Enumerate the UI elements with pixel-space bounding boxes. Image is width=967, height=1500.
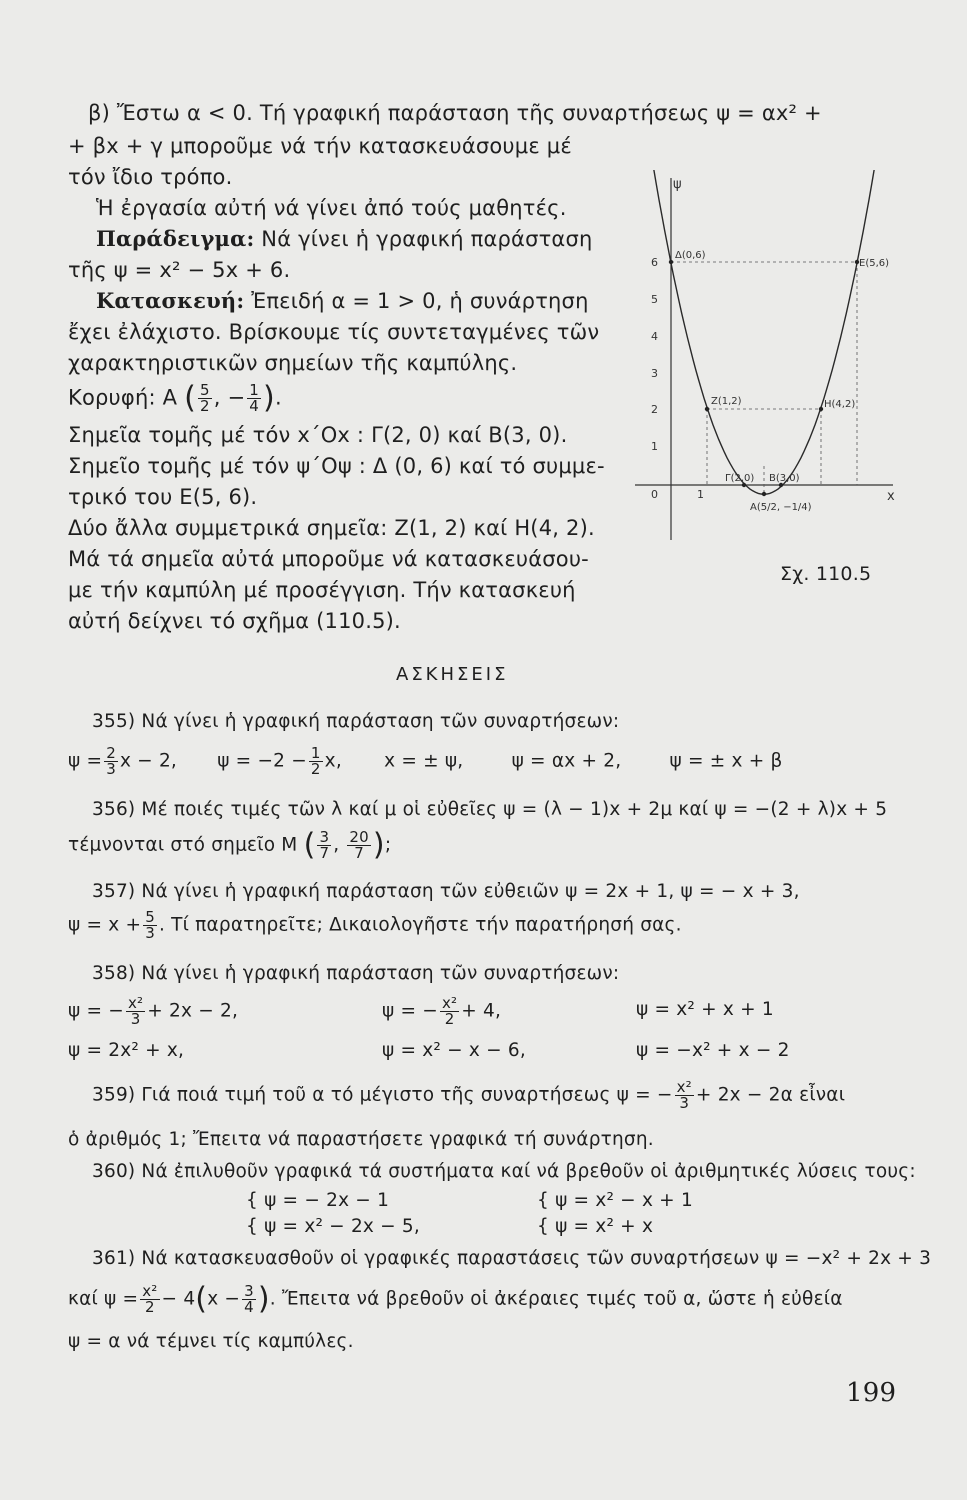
exercise-358-row-2b: ψ = x² − x − 6, <box>382 1040 526 1061</box>
label-g: Γ(2,0) <box>725 473 755 484</box>
exercise-359: 359) Γιά ποιά τιμή τοῦ α τό μέγιστο τῆς συναρτήσεως ψ = − $\frac{\text{x²}}{3}$ + 2x − 2α εἶναι <box>92 1078 846 1112</box>
system-2-eq-2: { ψ = x² + x <box>537 1216 654 1237</box>
y-tick-4: 4 <box>651 330 658 343</box>
intro-line-13: τρικό του Ε(5, 6). <box>68 485 258 509</box>
intro-line-8: ἔχει ἐλάχιστο. Βρίσκουμε τίς συντεταγμένες τῶν <box>68 320 600 344</box>
vertex-x-num: 5 <box>199 381 210 399</box>
point-h <box>819 407 823 411</box>
exercise-358-row-1b: ψ = − $\frac{\text{x²}}{2}$ + 4, <box>382 994 502 1028</box>
exercise-356-point: τέμνονται στό σημεῖο Μ ( $\frac{3}{7}$ , $\frac{20}{7}$ ); <box>68 827 392 863</box>
intro-line-12: Σημεῖο τομῆς μέ τόν ψ΄Οψ : Δ (0, 6) καί τό συμμε- <box>68 454 605 478</box>
exercise-358-row-2a: ψ = 2x² + x, <box>68 1040 185 1061</box>
y-tick-6: 6 <box>651 256 658 269</box>
exercise-358-row-2c: ψ = −x² + x − 2 <box>636 1040 790 1061</box>
vertex-x-den: 2 <box>199 397 210 415</box>
system-1-eq-1: { ψ = − 2x − 1 <box>246 1190 390 1211</box>
system-2-eq-1: { ψ = x² − x + 1 <box>537 1190 693 1211</box>
intro-line-3: τόν ἴδιο τρόπο. <box>68 165 233 189</box>
point-z <box>705 407 709 411</box>
vertex-label: Κορυφή: Α <box>68 385 178 410</box>
exercise-361-line-3: ψ = α νά τέμνει τίς καμπύλες. <box>68 1331 354 1352</box>
label-z: Ζ(1,2) <box>711 396 742 407</box>
y-tick-2: 2 <box>651 403 658 416</box>
intro-line-1: β) Ἔστω α < 0. Τή γραφική παράσταση τῆς συναρτήσεως ψ = αx² + <box>88 101 822 125</box>
label-a: Α(5/2, −1/4) <box>750 502 812 513</box>
exercise-355: 355) Νά γίνει ἡ γραφική παράσταση τῶν συναρτήσεων: <box>92 711 620 732</box>
figure-caption: Σχ. 110.5 <box>780 563 872 585</box>
intro-line-4: Ἡ ἐργασία αὐτή νά γίνει ἀπό τούς μαθητές. <box>96 196 567 220</box>
system-1-eq-2: { ψ = x² − 2x − 5, <box>246 1216 420 1237</box>
vertex-y-den: 4 <box>249 397 260 415</box>
intro-line-11: Σημεῖα τομῆς μέ τόν x΄Οx : Γ(2, 0) καί Β(3, 0). <box>68 423 568 447</box>
exercise-357: 357) Νά γίνει ἡ γραφική παράσταση τῶν εὐθειῶν ψ = 2x + 1, ψ = − x + 3, <box>92 881 800 902</box>
intro-line-6: τῆς ψ = x² − 5x + 6. <box>68 258 291 282</box>
intro-line-9: χαρακτηριστικῶν σημείων τῆς καμπύλης. <box>68 351 518 375</box>
parabola-curve <box>651 170 878 494</box>
vertex-y-num: 1 <box>249 381 260 399</box>
label-e: Ε(5,6) <box>859 258 890 269</box>
exercise-357-line-2: ψ = x + $\frac{5}{3}$ . Τί παρατηρεῖτε; Δικαιολογῆστε τήν παρατήρησή σας. <box>68 908 682 942</box>
exercise-361: 361) Νά κατασκευασθοῦν οἱ γραφικές παραστάσεις τῶν συναρτήσεων ψ = −x² + 2x + 3 <box>92 1248 932 1269</box>
exercise-358: 358) Νά γίνει ἡ γραφική παράσταση τῶν συναρτήσεων: <box>92 963 620 984</box>
intro-line-17: αὐτή δείχνει τό σχῆμα (110.5). <box>68 609 401 633</box>
exercise-360: 360) Νά ἐπιλυθοῦν γραφικά τά συστήματα καί νά βρεθοῦν οἱ ἀριθμητικές λύσεις τους: <box>92 1161 916 1182</box>
point-d <box>669 260 673 264</box>
exercise-359-line-2: ὁ ἀριθμός 1; Ἔπειτα νά παραστήσετε γραφικά τή συνάρτηση. <box>68 1129 654 1150</box>
exercise-355-formulas: ψ = $\frac{2}{3}$ x − 2, ψ = −2 − $\frac{1}{2}$ x, x = ± ψ, ψ = αx + 2, ψ = ± x + β <box>68 744 783 778</box>
example-text: Νά γίνει ἡ γραφική παράσταση <box>261 227 593 251</box>
exercise-358-row-1: ψ = − $\frac{\text{x²}}{3}$ + 2x − 2, <box>68 994 239 1028</box>
intro-line-15: Μά τά σημεῖα αὐτά μποροῦμε νά κατασκευάσου- <box>68 547 589 571</box>
y-axis-label: ψ <box>673 177 682 192</box>
label-h: Η(4,2) <box>824 399 856 410</box>
construction-text: Ἐπειδή α = 1 > 0, ἡ συνάρτηση <box>251 289 589 313</box>
label-b: Β(3,0) <box>769 473 800 484</box>
exercises-heading: ΑΣΚΗΣΕΙΣ <box>396 664 509 685</box>
intro-line-16: με τήν καμπύλη μέ προσέγγιση. Τήν κατασκευή <box>68 578 576 602</box>
x-axis-label: x <box>887 489 895 504</box>
example-line <box>96 226 593 252</box>
exercise-361-line-2: καί ψ = $\frac{\text{x²}}{2}$ − 4(x − $\frac{3}{4}$ ). Ἔπειτα νά βρεθοῦν οἱ ἀκέραιες τιμές τοῦ α, ὥστε ἡ εὐθεία <box>68 1281 843 1317</box>
origin-label: 0 <box>651 488 658 501</box>
exercise-356: 356) Μέ ποιές τιμές τῶν λ καί μ οἱ εὐθεῖες ψ = (λ − 1)x + 2μ καί ψ = −(2 + λ)x + 5 <box>92 799 888 820</box>
y-tick-3: 3 <box>651 367 658 380</box>
vertex-y-sign: − <box>227 385 246 410</box>
y-tick-1: 1 <box>651 440 658 453</box>
intro-line-2: + βx + γ μποροῦμε νά τήν κατασκευάσουμε μέ <box>68 134 572 158</box>
construction-line <box>96 288 589 314</box>
vertex-line: Κορυφή: Α ( $\frac{5}{2}$ , − $\frac{1}{4}$ ). <box>68 380 282 416</box>
intro-line-14: Δύο ἄλλα συμμετρικά σημεῖα: Ζ(1, 2) καί Η(4, 2). <box>68 516 595 540</box>
parabola-figure <box>625 170 915 550</box>
point-a <box>762 492 766 496</box>
page-number: 199 <box>846 1378 897 1408</box>
example-label: Παράδειγμα: <box>96 226 255 251</box>
y-tick-5: 5 <box>651 293 658 306</box>
construction-label: Κατασκευή: <box>96 288 245 313</box>
exercise-358-row-1c: ψ = x² + x + 1 <box>636 999 774 1020</box>
label-d: Δ(0,6) <box>675 250 706 261</box>
x-tick-1: 1 <box>697 488 704 501</box>
